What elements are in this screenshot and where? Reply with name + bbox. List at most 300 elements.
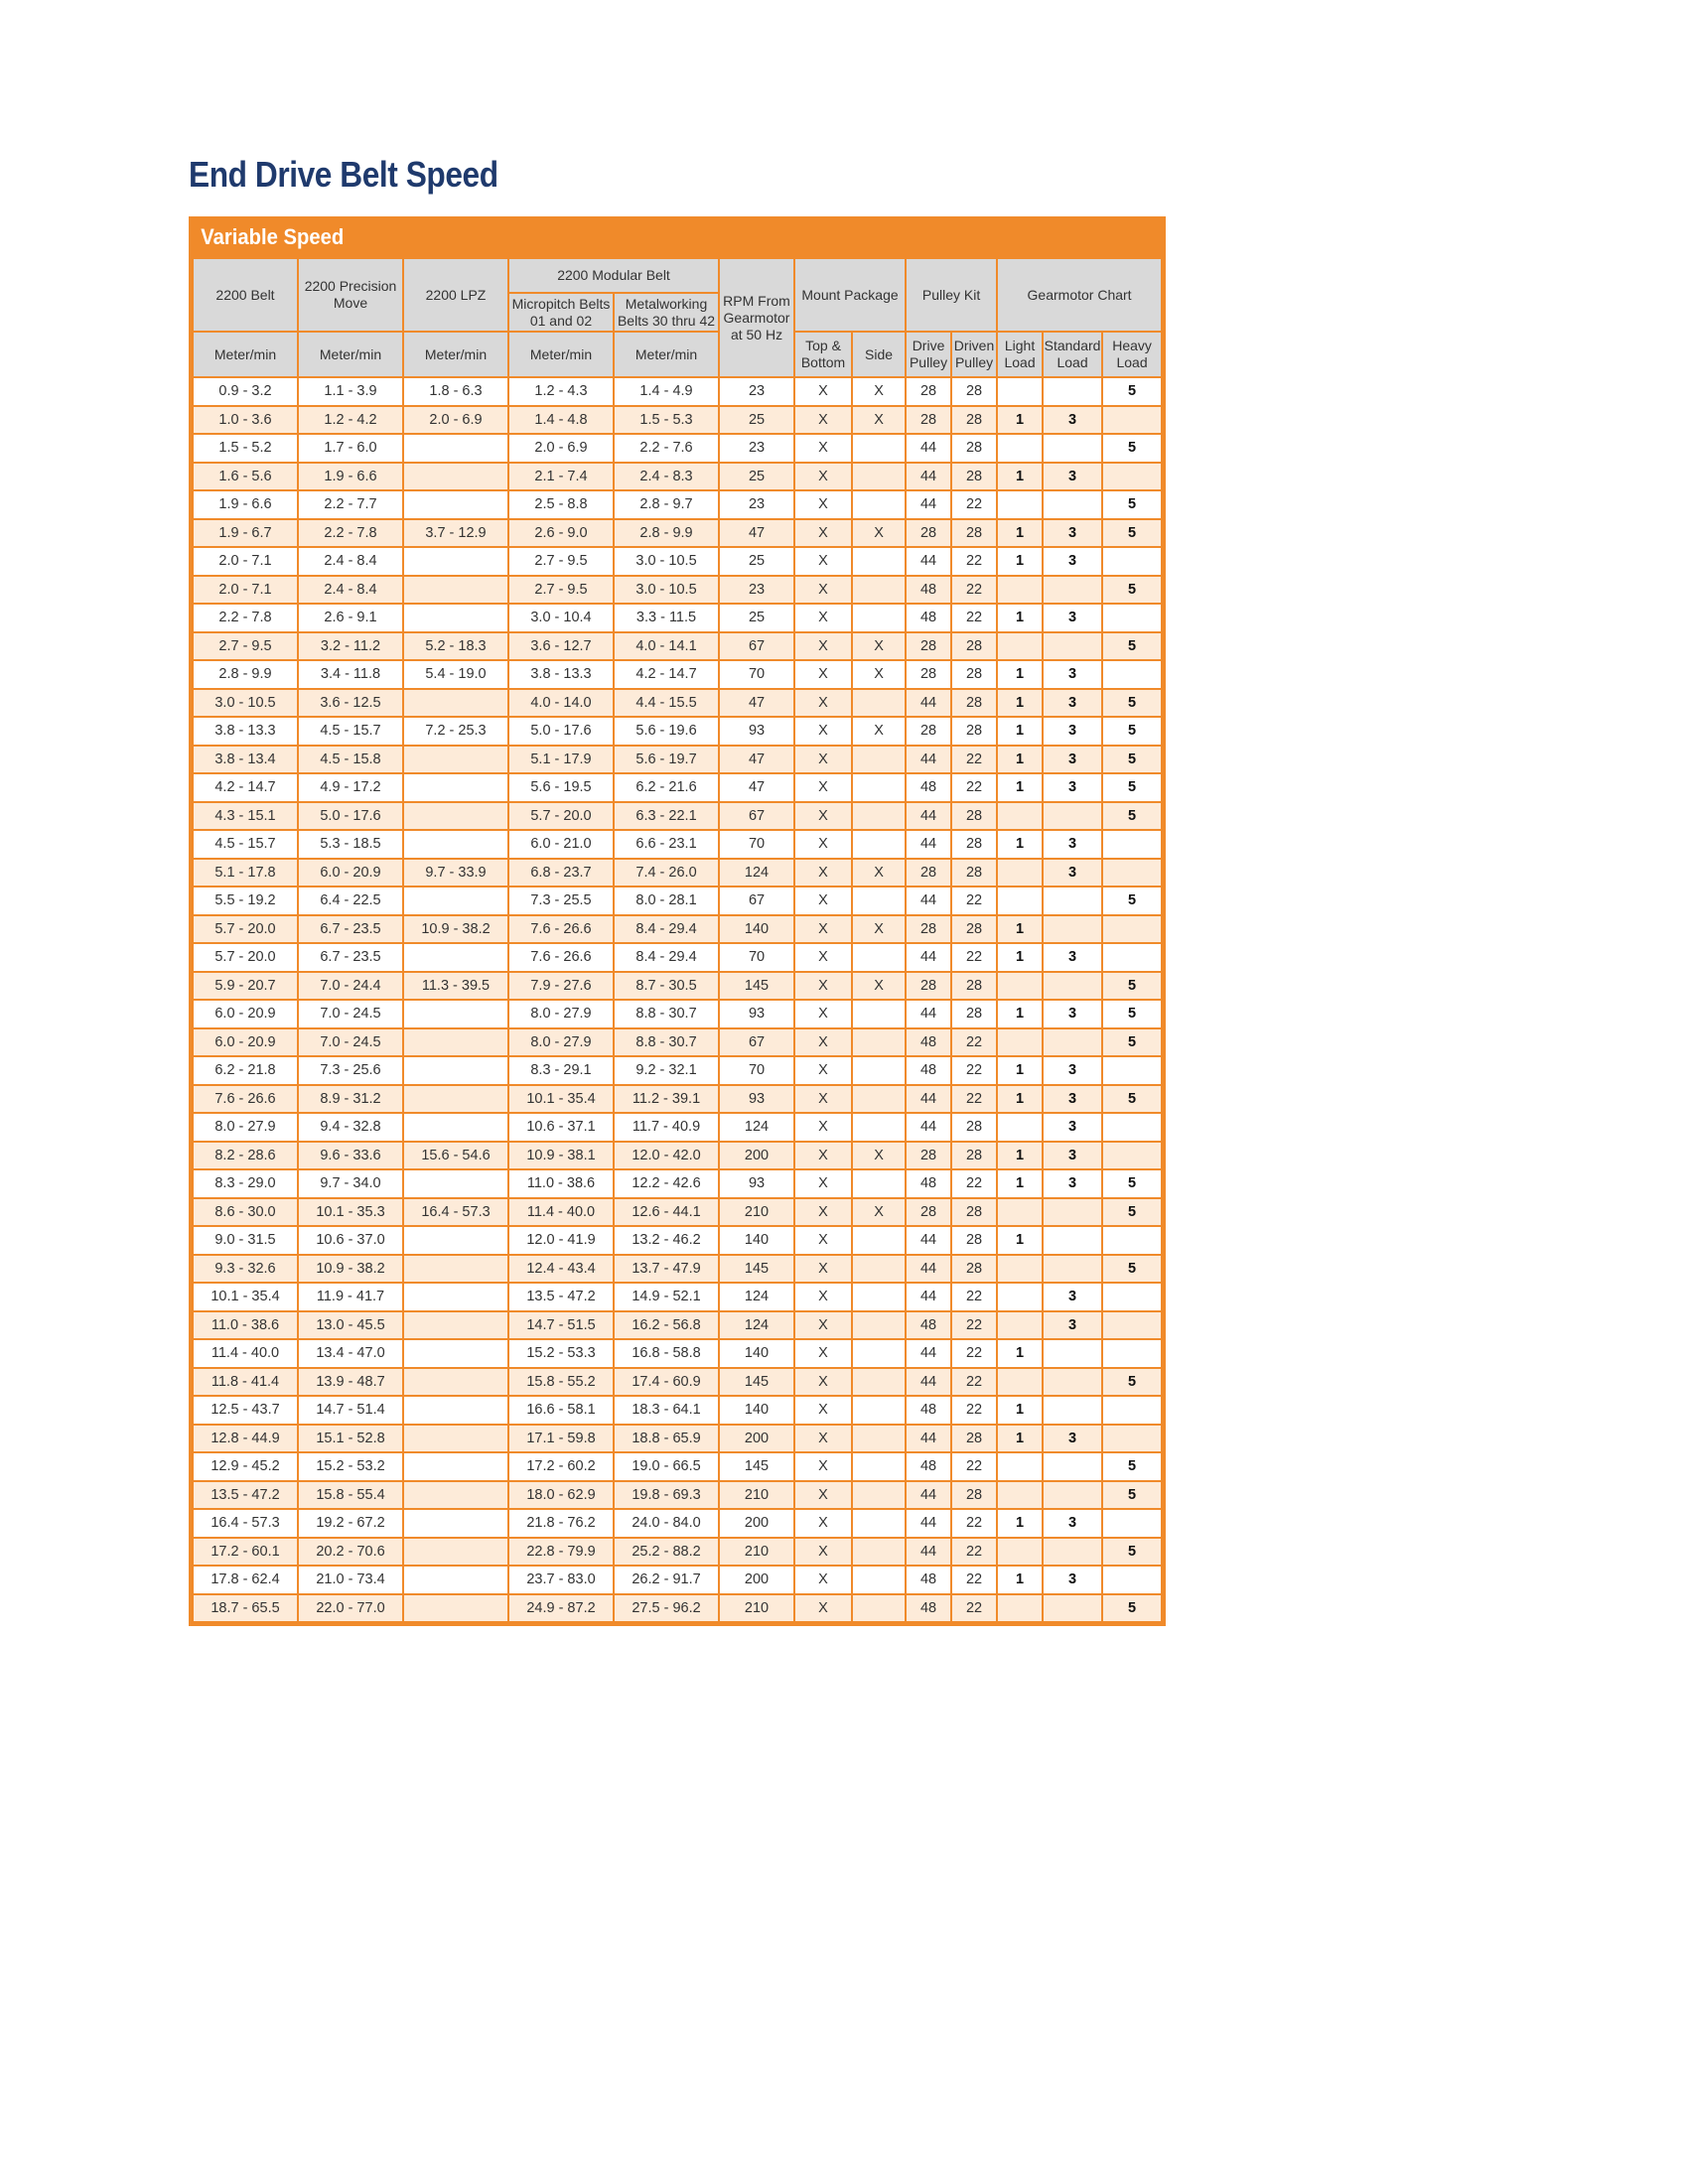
cell-drive-pulley: 44 xyxy=(906,1481,951,1510)
cell-heavy-load: 5 xyxy=(1102,689,1162,718)
cell-micropitch: 24.9 - 87.2 xyxy=(508,1594,614,1623)
cell-drive-pulley: 48 xyxy=(906,1028,951,1057)
cell-precision-move: 4.5 - 15.7 xyxy=(298,717,403,746)
cell-metalworking: 16.8 - 58.8 xyxy=(614,1339,719,1368)
cell-rpm: 140 xyxy=(719,915,794,944)
cell-drive-pulley: 44 xyxy=(906,689,951,718)
cell-drive-pulley: 28 xyxy=(906,1198,951,1227)
cell-precision-move: 6.0 - 20.9 xyxy=(298,859,403,887)
cell-precision-move: 2.4 - 8.4 xyxy=(298,547,403,576)
cell-light-load: 1 xyxy=(997,689,1043,718)
cell-mount-top-bottom: X xyxy=(794,915,852,944)
cell-drive-pulley: 28 xyxy=(906,632,951,661)
cell-lpz xyxy=(403,1085,508,1114)
cell-metalworking: 13.2 - 46.2 xyxy=(614,1226,719,1255)
cell-belt-2200: 12.5 - 43.7 xyxy=(193,1396,298,1425)
cell-rpm: 25 xyxy=(719,406,794,435)
cell-drive-pulley: 44 xyxy=(906,547,951,576)
cell-standard-load xyxy=(1043,1339,1102,1368)
cell-light-load: 1 xyxy=(997,406,1043,435)
cell-mount-top-bottom: X xyxy=(794,1283,852,1311)
cell-mount-side xyxy=(852,1538,906,1567)
cell-light-load xyxy=(997,859,1043,887)
cell-metalworking: 13.7 - 47.9 xyxy=(614,1255,719,1284)
cell-standard-load: 3 xyxy=(1043,406,1102,435)
cell-drive-pulley: 28 xyxy=(906,1142,951,1170)
cell-micropitch: 8.0 - 27.9 xyxy=(508,1000,614,1028)
cell-mount-side xyxy=(852,576,906,605)
sub-header-heavy-load: Heavy Load xyxy=(1102,332,1162,377)
cell-mount-side xyxy=(852,1085,906,1114)
cell-precision-move: 13.9 - 48.7 xyxy=(298,1368,403,1397)
cell-heavy-load xyxy=(1102,943,1162,972)
cell-mount-side: X xyxy=(852,1198,906,1227)
cell-standard-load: 3 xyxy=(1043,660,1102,689)
cell-rpm: 145 xyxy=(719,1452,794,1481)
cell-rpm: 140 xyxy=(719,1339,794,1368)
cell-mount-top-bottom: X xyxy=(794,689,852,718)
cell-drive-pulley: 44 xyxy=(906,1255,951,1284)
cell-precision-move: 6.7 - 23.5 xyxy=(298,915,403,944)
cell-micropitch: 18.0 - 62.9 xyxy=(508,1481,614,1510)
cell-drive-pulley: 44 xyxy=(906,1000,951,1028)
cell-micropitch: 10.6 - 37.1 xyxy=(508,1113,614,1142)
table-row xyxy=(193,1000,1162,1028)
cell-precision-move: 15.1 - 52.8 xyxy=(298,1425,403,1453)
cell-mount-top-bottom: X xyxy=(794,1339,852,1368)
table-row xyxy=(193,490,1162,519)
cell-standard-load: 3 xyxy=(1043,773,1102,802)
col-header-2200-belt: 2200 Belt xyxy=(193,258,298,332)
cell-mount-side xyxy=(852,1028,906,1057)
cell-metalworking: 9.2 - 32.1 xyxy=(614,1056,719,1085)
cell-mount-side: X xyxy=(852,377,906,406)
cell-rpm: 47 xyxy=(719,519,794,548)
cell-belt-2200: 17.2 - 60.1 xyxy=(193,1538,298,1567)
cell-precision-move: 4.5 - 15.8 xyxy=(298,746,403,774)
table-row xyxy=(193,717,1162,746)
cell-precision-move: 3.2 - 11.2 xyxy=(298,632,403,661)
page-title: End Drive Belt Speed xyxy=(189,154,498,195)
belt-speed-table xyxy=(192,257,1163,1623)
cell-lpz: 11.3 - 39.5 xyxy=(403,972,508,1001)
cell-mount-side xyxy=(852,1594,906,1623)
cell-light-load xyxy=(997,1452,1043,1481)
cell-precision-move: 7.0 - 24.5 xyxy=(298,1028,403,1057)
cell-mount-side: X xyxy=(852,632,906,661)
cell-micropitch: 21.8 - 76.2 xyxy=(508,1509,614,1538)
cell-driven-pulley: 22 xyxy=(951,1339,997,1368)
cell-heavy-load xyxy=(1102,1566,1162,1594)
cell-precision-move: 13.4 - 47.0 xyxy=(298,1339,403,1368)
cell-mount-top-bottom: X xyxy=(794,830,852,859)
cell-precision-move: 7.0 - 24.4 xyxy=(298,972,403,1001)
cell-mount-side xyxy=(852,1169,906,1198)
cell-metalworking: 25.2 - 88.2 xyxy=(614,1538,719,1567)
cell-mount-top-bottom: X xyxy=(794,519,852,548)
cell-mount-top-bottom: X xyxy=(794,1169,852,1198)
cell-micropitch: 15.2 - 53.3 xyxy=(508,1339,614,1368)
cell-standard-load xyxy=(1043,1368,1102,1397)
table-row xyxy=(193,1509,1162,1538)
cell-precision-move: 19.2 - 67.2 xyxy=(298,1509,403,1538)
cell-metalworking: 8.4 - 29.4 xyxy=(614,943,719,972)
cell-heavy-load: 5 xyxy=(1102,972,1162,1001)
cell-heavy-load: 5 xyxy=(1102,1594,1162,1623)
cell-light-load: 1 xyxy=(997,717,1043,746)
cell-standard-load: 3 xyxy=(1043,1085,1102,1114)
cell-light-load xyxy=(997,377,1043,406)
cell-metalworking: 3.0 - 10.5 xyxy=(614,547,719,576)
cell-lpz xyxy=(403,1113,508,1142)
cell-driven-pulley: 22 xyxy=(951,1452,997,1481)
cell-mount-top-bottom: X xyxy=(794,1056,852,1085)
cell-mount-side xyxy=(852,490,906,519)
cell-belt-2200: 2.2 - 7.8 xyxy=(193,604,298,632)
cell-drive-pulley: 44 xyxy=(906,746,951,774)
cell-precision-move: 1.7 - 6.0 xyxy=(298,434,403,463)
cell-rpm: 200 xyxy=(719,1566,794,1594)
cell-metalworking: 27.5 - 96.2 xyxy=(614,1594,719,1623)
cell-driven-pulley: 22 xyxy=(951,746,997,774)
cell-standard-load: 3 xyxy=(1043,1000,1102,1028)
cell-driven-pulley: 22 xyxy=(951,887,997,915)
cell-metalworking: 18.3 - 64.1 xyxy=(614,1396,719,1425)
cell-light-load: 1 xyxy=(997,1000,1043,1028)
cell-rpm: 124 xyxy=(719,1283,794,1311)
cell-light-load: 1 xyxy=(997,1226,1043,1255)
cell-metalworking: 17.4 - 60.9 xyxy=(614,1368,719,1397)
cell-standard-load xyxy=(1043,1226,1102,1255)
cell-drive-pulley: 28 xyxy=(906,717,951,746)
cell-metalworking: 12.2 - 42.6 xyxy=(614,1169,719,1198)
col-header-metalworking: Metalworking Belts 30 thru 42 xyxy=(614,293,719,332)
cell-precision-move: 3.6 - 12.5 xyxy=(298,689,403,718)
table-row xyxy=(193,1538,1162,1567)
cell-heavy-load xyxy=(1102,859,1162,887)
cell-driven-pulley: 28 xyxy=(951,1198,997,1227)
cell-drive-pulley: 44 xyxy=(906,943,951,972)
cell-rpm: 67 xyxy=(719,802,794,831)
cell-lpz xyxy=(403,490,508,519)
cell-metalworking: 8.8 - 30.7 xyxy=(614,1000,719,1028)
cell-drive-pulley: 44 xyxy=(906,1538,951,1567)
cell-metalworking: 3.3 - 11.5 xyxy=(614,604,719,632)
cell-metalworking: 24.0 - 84.0 xyxy=(614,1509,719,1538)
cell-precision-move: 10.1 - 35.3 xyxy=(298,1198,403,1227)
cell-standard-load: 3 xyxy=(1043,717,1102,746)
cell-mount-top-bottom: X xyxy=(794,1028,852,1057)
cell-metalworking: 12.0 - 42.0 xyxy=(614,1142,719,1170)
cell-precision-move: 3.4 - 11.8 xyxy=(298,660,403,689)
cell-light-load xyxy=(997,490,1043,519)
cell-heavy-load: 5 xyxy=(1102,717,1162,746)
cell-micropitch: 12.4 - 43.4 xyxy=(508,1255,614,1284)
cell-standard-load xyxy=(1043,915,1102,944)
cell-heavy-load: 5 xyxy=(1102,434,1162,463)
cell-standard-load xyxy=(1043,632,1102,661)
cell-mount-top-bottom: X xyxy=(794,434,852,463)
cell-metalworking: 26.2 - 91.7 xyxy=(614,1566,719,1594)
cell-rpm: 145 xyxy=(719,1255,794,1284)
cell-driven-pulley: 28 xyxy=(951,859,997,887)
cell-light-load: 1 xyxy=(997,1142,1043,1170)
cell-rpm: 124 xyxy=(719,1311,794,1340)
cell-driven-pulley: 28 xyxy=(951,519,997,548)
cell-light-load: 1 xyxy=(997,1056,1043,1085)
cell-belt-2200: 2.0 - 7.1 xyxy=(193,547,298,576)
cell-driven-pulley: 22 xyxy=(951,1028,997,1057)
cell-standard-load xyxy=(1043,1255,1102,1284)
cell-mount-side xyxy=(852,1566,906,1594)
unit-header-2200-belt: Meter/min xyxy=(193,332,298,377)
cell-mount-top-bottom: X xyxy=(794,547,852,576)
cell-rpm: 67 xyxy=(719,632,794,661)
cell-heavy-load: 5 xyxy=(1102,1538,1162,1567)
cell-mount-top-bottom: X xyxy=(794,1368,852,1397)
cell-rpm: 47 xyxy=(719,773,794,802)
cell-lpz: 9.7 - 33.9 xyxy=(403,859,508,887)
table-row xyxy=(193,576,1162,605)
cell-lpz: 16.4 - 57.3 xyxy=(403,1198,508,1227)
cell-drive-pulley: 44 xyxy=(906,1425,951,1453)
cell-heavy-load xyxy=(1102,547,1162,576)
unit-header-micropitch: Meter/min xyxy=(508,332,614,377)
cell-heavy-load xyxy=(1102,1226,1162,1255)
cell-rpm: 140 xyxy=(719,1226,794,1255)
cell-lpz xyxy=(403,1339,508,1368)
cell-lpz xyxy=(403,1566,508,1594)
cell-light-load: 1 xyxy=(997,773,1043,802)
cell-micropitch: 10.9 - 38.1 xyxy=(508,1142,614,1170)
cell-driven-pulley: 22 xyxy=(951,604,997,632)
cell-lpz xyxy=(403,1368,508,1397)
cell-micropitch: 13.5 - 47.2 xyxy=(508,1283,614,1311)
cell-standard-load: 3 xyxy=(1043,1142,1102,1170)
cell-heavy-load: 5 xyxy=(1102,746,1162,774)
cell-light-load xyxy=(997,1594,1043,1623)
cell-mount-top-bottom: X xyxy=(794,490,852,519)
cell-light-load xyxy=(997,1255,1043,1284)
unit-header-precision-move: Meter/min xyxy=(298,332,403,377)
cell-mount-side xyxy=(852,1368,906,1397)
cell-light-load xyxy=(997,1481,1043,1510)
cell-micropitch: 3.6 - 12.7 xyxy=(508,632,614,661)
cell-standard-load: 3 xyxy=(1043,1283,1102,1311)
cell-mount-side xyxy=(852,547,906,576)
cell-drive-pulley: 48 xyxy=(906,604,951,632)
cell-light-load xyxy=(997,802,1043,831)
cell-standard-load xyxy=(1043,1198,1102,1227)
cell-standard-load xyxy=(1043,1481,1102,1510)
cell-light-load: 1 xyxy=(997,1509,1043,1538)
cell-micropitch: 12.0 - 41.9 xyxy=(508,1226,614,1255)
cell-standard-load: 3 xyxy=(1043,1056,1102,1085)
cell-driven-pulley: 22 xyxy=(951,1509,997,1538)
cell-driven-pulley: 28 xyxy=(951,1000,997,1028)
cell-belt-2200: 10.1 - 35.4 xyxy=(193,1283,298,1311)
cell-light-load xyxy=(997,1028,1043,1057)
cell-standard-load xyxy=(1043,490,1102,519)
table-row xyxy=(193,972,1162,1001)
cell-lpz xyxy=(403,943,508,972)
cell-light-load: 1 xyxy=(997,547,1043,576)
table-row xyxy=(193,1339,1162,1368)
col-header-micropitch: Micropitch Belts 01 and 02 xyxy=(508,293,614,332)
cell-rpm: 23 xyxy=(719,434,794,463)
cell-driven-pulley: 28 xyxy=(951,660,997,689)
cell-metalworking: 16.2 - 56.8 xyxy=(614,1311,719,1340)
cell-driven-pulley: 22 xyxy=(951,547,997,576)
cell-belt-2200: 8.6 - 30.0 xyxy=(193,1198,298,1227)
cell-metalworking: 2.2 - 7.6 xyxy=(614,434,719,463)
cell-micropitch: 14.7 - 51.5 xyxy=(508,1311,614,1340)
cell-rpm: 200 xyxy=(719,1425,794,1453)
col-header-precision-move: 2200 Precision Move xyxy=(298,258,403,332)
cell-standard-load xyxy=(1043,802,1102,831)
cell-metalworking: 8.0 - 28.1 xyxy=(614,887,719,915)
cell-belt-2200: 11.4 - 40.0 xyxy=(193,1339,298,1368)
cell-precision-move: 6.4 - 22.5 xyxy=(298,887,403,915)
cell-standard-load xyxy=(1043,1028,1102,1057)
cell-belt-2200: 5.7 - 20.0 xyxy=(193,915,298,944)
table-row xyxy=(193,1085,1162,1114)
cell-micropitch: 17.1 - 59.8 xyxy=(508,1425,614,1453)
cell-driven-pulley: 28 xyxy=(951,1425,997,1453)
unit-header-metalworking: Meter/min xyxy=(614,332,719,377)
cell-mount-side xyxy=(852,1113,906,1142)
cell-mount-top-bottom: X xyxy=(794,1255,852,1284)
cell-light-load: 1 xyxy=(997,1339,1043,1368)
cell-mount-top-bottom: X xyxy=(794,1198,852,1227)
table-row xyxy=(193,1452,1162,1481)
cell-mount-top-bottom: X xyxy=(794,802,852,831)
cell-light-load: 1 xyxy=(997,1396,1043,1425)
cell-precision-move: 9.4 - 32.8 xyxy=(298,1113,403,1142)
cell-rpm: 70 xyxy=(719,660,794,689)
cell-rpm: 140 xyxy=(719,1396,794,1425)
cell-belt-2200: 13.5 - 47.2 xyxy=(193,1481,298,1510)
table-row xyxy=(193,1368,1162,1397)
cell-precision-move: 5.3 - 18.5 xyxy=(298,830,403,859)
cell-driven-pulley: 28 xyxy=(951,717,997,746)
cell-standard-load: 3 xyxy=(1043,830,1102,859)
cell-belt-2200: 5.1 - 17.8 xyxy=(193,859,298,887)
cell-drive-pulley: 48 xyxy=(906,1056,951,1085)
cell-standard-load xyxy=(1043,377,1102,406)
cell-belt-2200: 8.2 - 28.6 xyxy=(193,1142,298,1170)
cell-driven-pulley: 22 xyxy=(951,1368,997,1397)
cell-mount-side: X xyxy=(852,717,906,746)
cell-belt-2200: 11.8 - 41.4 xyxy=(193,1368,298,1397)
cell-micropitch: 6.8 - 23.7 xyxy=(508,859,614,887)
unit-header-lpz: Meter/min xyxy=(403,332,508,377)
cell-metalworking: 8.8 - 30.7 xyxy=(614,1028,719,1057)
cell-mount-top-bottom: X xyxy=(794,887,852,915)
cell-micropitch: 11.4 - 40.0 xyxy=(508,1198,614,1227)
cell-belt-2200: 6.0 - 20.9 xyxy=(193,1000,298,1028)
table-row xyxy=(193,1425,1162,1453)
cell-lpz: 2.0 - 6.9 xyxy=(403,406,508,435)
table-row xyxy=(193,1594,1162,1623)
cell-heavy-load: 5 xyxy=(1102,1169,1162,1198)
cell-lpz xyxy=(403,576,508,605)
cell-metalworking: 19.8 - 69.3 xyxy=(614,1481,719,1510)
cell-lpz: 15.6 - 54.6 xyxy=(403,1142,508,1170)
cell-mount-side xyxy=(852,1339,906,1368)
cell-rpm: 124 xyxy=(719,859,794,887)
cell-metalworking: 4.4 - 15.5 xyxy=(614,689,719,718)
cell-metalworking: 18.8 - 65.9 xyxy=(614,1425,719,1453)
cell-metalworking: 12.6 - 44.1 xyxy=(614,1198,719,1227)
cell-lpz xyxy=(403,1594,508,1623)
table-row xyxy=(193,1566,1162,1594)
cell-driven-pulley: 28 xyxy=(951,1226,997,1255)
cell-heavy-load: 5 xyxy=(1102,1028,1162,1057)
cell-light-load: 1 xyxy=(997,519,1043,548)
cell-mount-side xyxy=(852,1481,906,1510)
cell-precision-move: 2.2 - 7.7 xyxy=(298,490,403,519)
table-row xyxy=(193,604,1162,632)
cell-drive-pulley: 28 xyxy=(906,972,951,1001)
cell-precision-move: 2.2 - 7.8 xyxy=(298,519,403,548)
cell-belt-2200: 11.0 - 38.6 xyxy=(193,1311,298,1340)
cell-standard-load xyxy=(1043,972,1102,1001)
col-header-gearmotor-chart: Gearmotor Chart xyxy=(997,258,1162,332)
cell-micropitch: 2.0 - 6.9 xyxy=(508,434,614,463)
cell-mount-side xyxy=(852,604,906,632)
cell-belt-2200: 1.9 - 6.6 xyxy=(193,490,298,519)
cell-micropitch: 5.6 - 19.5 xyxy=(508,773,614,802)
cell-metalworking: 3.0 - 10.5 xyxy=(614,576,719,605)
table-row xyxy=(193,1142,1162,1170)
cell-driven-pulley: 22 xyxy=(951,1594,997,1623)
cell-heavy-load: 5 xyxy=(1102,490,1162,519)
cell-micropitch: 3.8 - 13.3 xyxy=(508,660,614,689)
cell-metalworking: 11.2 - 39.1 xyxy=(614,1085,719,1114)
cell-mount-top-bottom: X xyxy=(794,943,852,972)
cell-micropitch: 2.7 - 9.5 xyxy=(508,576,614,605)
cell-precision-move: 20.2 - 70.6 xyxy=(298,1538,403,1567)
belt-speed-panel xyxy=(189,216,1166,1626)
cell-metalworking: 6.6 - 23.1 xyxy=(614,830,719,859)
cell-metalworking: 1.5 - 5.3 xyxy=(614,406,719,435)
cell-mount-top-bottom: X xyxy=(794,1311,852,1340)
cell-lpz xyxy=(403,689,508,718)
cell-micropitch: 17.2 - 60.2 xyxy=(508,1452,614,1481)
cell-mount-side xyxy=(852,689,906,718)
cell-standard-load xyxy=(1043,1594,1102,1623)
cell-mount-top-bottom: X xyxy=(794,1566,852,1594)
cell-mount-side xyxy=(852,434,906,463)
cell-drive-pulley: 48 xyxy=(906,1566,951,1594)
cell-drive-pulley: 44 xyxy=(906,434,951,463)
cell-driven-pulley: 28 xyxy=(951,915,997,944)
cell-heavy-load: 5 xyxy=(1102,1452,1162,1481)
cell-mount-top-bottom: X xyxy=(794,604,852,632)
cell-heavy-load: 5 xyxy=(1102,887,1162,915)
cell-micropitch: 22.8 - 79.9 xyxy=(508,1538,614,1567)
cell-precision-move: 1.1 - 3.9 xyxy=(298,377,403,406)
cell-drive-pulley: 28 xyxy=(906,660,951,689)
cell-drive-pulley: 44 xyxy=(906,1368,951,1397)
cell-lpz xyxy=(403,1226,508,1255)
table-row xyxy=(193,547,1162,576)
table-row xyxy=(193,1028,1162,1057)
cell-rpm: 93 xyxy=(719,1000,794,1028)
cell-heavy-load xyxy=(1102,1283,1162,1311)
cell-belt-2200: 1.5 - 5.2 xyxy=(193,434,298,463)
